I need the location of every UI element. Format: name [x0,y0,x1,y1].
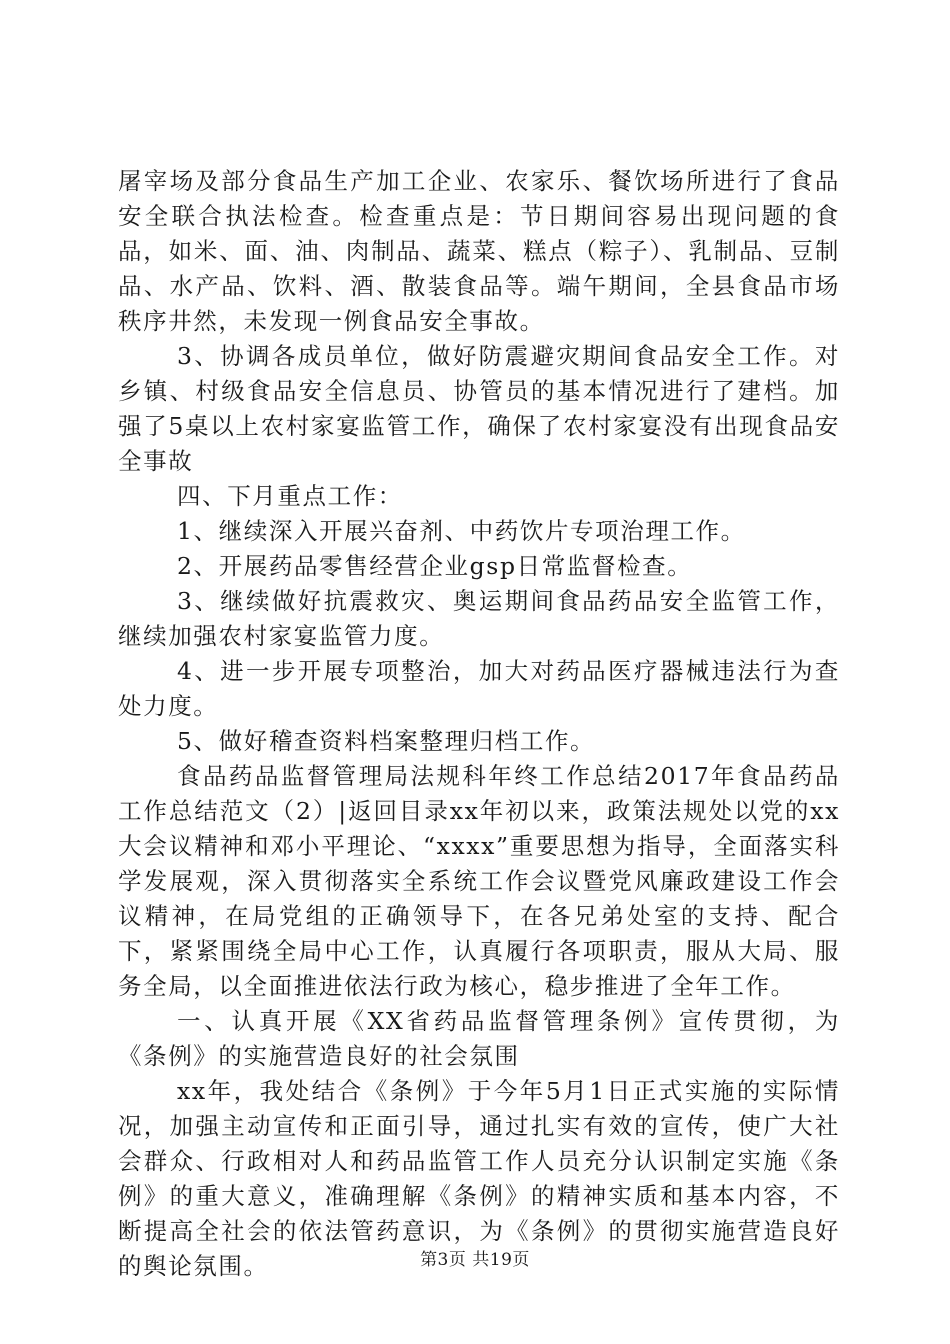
paragraph-item-3: 3、继续做好抗震救灾、奥运期间食品药品安全监管工作，继续加强农村家宴监管力度。 [118,587,840,650]
section-heading-next-month: 四、下月重点工作： [177,482,403,510]
paragraph-item-1: 1、继续深入开展兴奋剂、中药饮片专项治理工作。 [177,517,746,545]
paragraph-item-2: 2、开展药品零售经营企业gsp日常监督检查。 [177,552,693,580]
paragraph-continuation: 屠宰场及部分食品生产加工企业、农家乐、餐饮场所进行了食品安全联合执法检查。检查重点是：节日期间容易出现问题的食品，如米、面、油、肉制品、蔬菜、糕点（粽子）、乳制品、豆制品、水产品、饮料、酒、散装食品等。端午期间，全县食品市场秩序井然，未发现一例食品安全事故。 [118,167,840,335]
paragraph-item-4: 4、进一步开展专项整治，加大对药品医疗器械违法行为查处力度。 [118,657,840,720]
paragraph-item-3-coordination: 3、协调各成员单位，做好防震避灾期间食品安全工作。对乡镇、村级食品安全信息员、协管员的基本情况进行了建档。加强了5桌以上农村家宴监管工作，确保了农村家宴没有出现食品安全事故 [118,342,840,475]
paragraph-regulation-implementation: xx年，我处结合《条例》于今年5月1日正式实施的实际情况，加强主动宣传和正面引导，通过扎实有效的宣传，使广大社会群众、行政相对人和药品监管工作人员充分认识制定实施《条例》的重大意义，准确理解《条例》的精神实质和基本内容，不断提高全社会的依法管药意识，为《条例》的贯彻实施营造良好的舆论氛围。 [118,1077,840,1280]
section-heading-regulation-publicity: 一、认真开展《XX省药品监督管理条例》宣传贯彻，为《条例》的实施营造良好的社会氛围 [118,1007,840,1070]
page-number-footer: 第3页 共19页 [420,1250,530,1270]
document-body [118,164,840,1284]
paragraph-year-end-summary: 食品药品监督管理局法规科年终工作总结2017年食品药品工作总结范文（2）|返回目录xx年初以来，政策法规处以党的xx大会议精神和邓小平理论、“xxxx”重要思想为指导，全面落实科学发展观，深入贯彻落实全系统工作会议暨党风廉政建设工作会议精神，在局党组的正确领导下，在各兄弟处室的支持、配合下，紧紧围绕全局中心工作，认真履行各项职责，服从大局、服务全局，以全面推进依法行政为核心，稳步推进了全年工作。 [118,762,840,1000]
paragraph-item-5: 5、做好稽查资料档案整理归档工作。 [177,727,596,755]
